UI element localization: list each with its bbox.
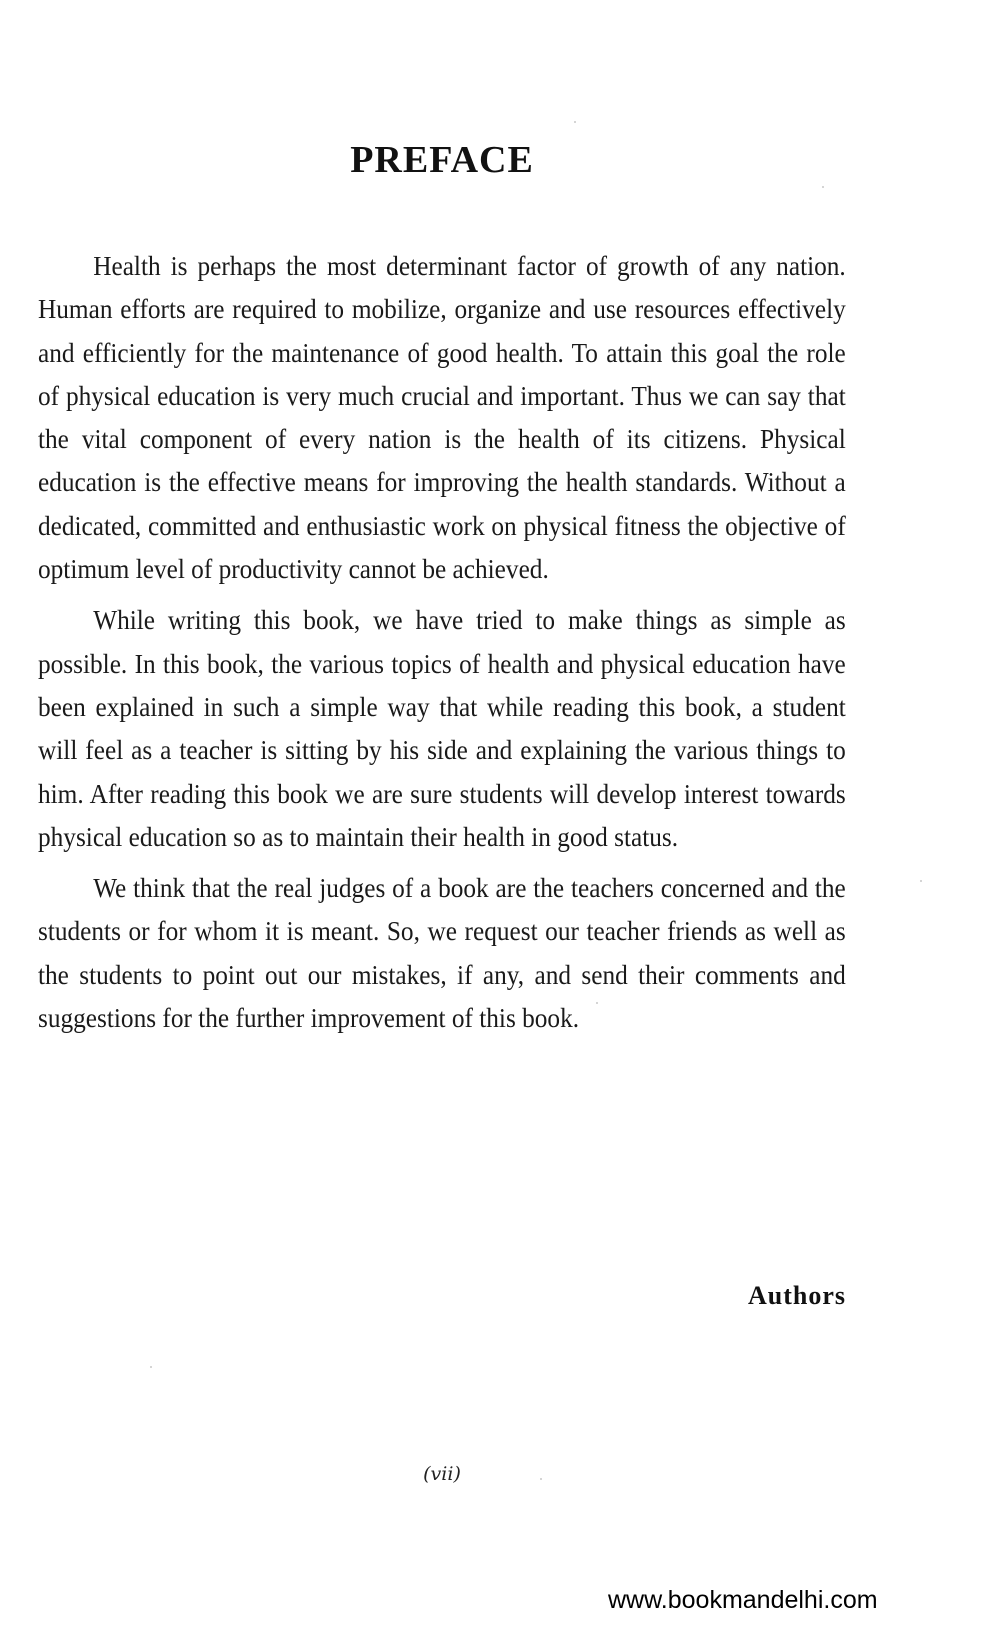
scan-speck xyxy=(920,880,922,882)
watermark-url: www.bookmandelhi.com xyxy=(608,1586,878,1614)
scan-speck xyxy=(822,186,824,188)
page-number: (vii) xyxy=(423,1463,461,1485)
scan-speck xyxy=(150,1366,152,1368)
scan-speck xyxy=(574,121,576,123)
preface-paragraph-3: We think that the real judges of a book are the teachers concerned and the students or for whom it is meant. So, we request our teacher friends as well as the students to point out our mistakes, if any, and send their comments and suggestions for the further improvement of this book. xyxy=(38,872,846,1034)
signature: Authors xyxy=(747,1281,846,1310)
preface-paragraph-1: Health is perhaps the most determinant factor of growth of any nation. Human efforts are required to mobilize, organize and use resources effectively and efficiently for the maintenance of good health. To attain this goal the role of physical education is very much crucial and important. Thus we can say that the vital component of every nation is the health of its citizens. Physical education is the effective means for improving the health standards. Without a dedicated, committed and enthusiastic work on physical fitness the objective of optimum level of productivity cannot be achieved. xyxy=(38,250,846,585)
preface-body xyxy=(38,244,846,1047)
scan-speck xyxy=(540,1478,542,1480)
scan-speck xyxy=(596,1002,598,1004)
preface-paragraph-2: While writing this book, we have tried to make things as simple as possible. In this book, the various topics of health and physical education have been explained in such a simple way that while reading this book, a student will feel as a teacher is sitting by his side and explaining the various things to him. After reading this book we are sure students will develop interest towards physical education so as to maintain their health in good status. xyxy=(38,604,846,852)
page-title: PREFACE xyxy=(350,139,534,181)
